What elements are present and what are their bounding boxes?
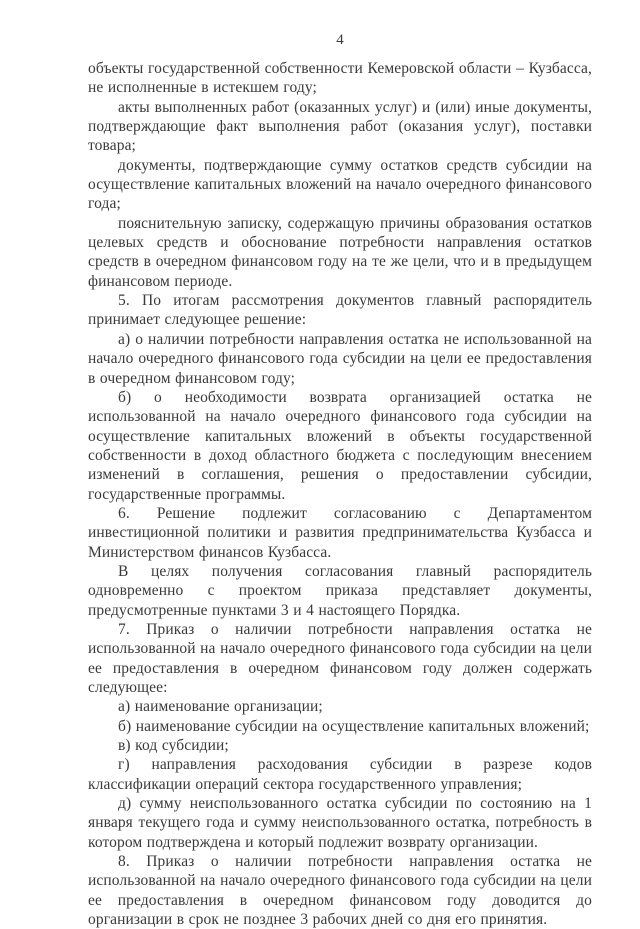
paragraph: д) сумму неиспользованного остатка субсидии по состоянию на 1 января текущего года и сумму неиспользованного остатка, потребность в котором подтверждена и который подлежит возврату организации. — [88, 795, 592, 851]
paragraph: а) наименование организации; — [118, 698, 323, 716]
paragraph: г) направления расходования субсидии в разрезе кодов классификации операций сектора государственного управления; — [88, 756, 592, 793]
paragraph: пояснительную записку, содержащую причины образования остатков целевых средств и обоснование потребности направления остатков средств в очередном финансовом году на те же цели, что и в предыдущем финансовом периоде. — [88, 214, 592, 290]
paragraph: 8. Приказ о наличии потребности направления остатка не использованной на начало очередного финансового года субсидии на цели ее предоставления в очередном финансовом году доводится до организации в срок не позднее 3 рабочих дней со дня его принятия. — [88, 853, 592, 929]
paragraph: а) о наличии потребности направления остатка не использованной на начало очередного финансового года субсидии на цели ее предоставления в очередном финансовом году; — [88, 330, 592, 387]
paragraph: В целях получения согласования главный распорядитель одновременно с проектом приказа представляет документы, предусмотренные пунктами 3 и 4 настоящего Порядка. — [88, 562, 592, 619]
paragraph: акты выполненных работ (оказанных услуг) и (или) иные документы, подтверждающие факт выполнения работ (оказания услуг), поставки товара; — [88, 98, 592, 155]
paragraph: 6. Решение подлежит согласованию с Департаментом инвестиционной политики и развития предпринимательства Кузбасса и Министерством финансов Кузбасса. — [88, 504, 592, 561]
paragraph: б) наименование субсидии на осуществление капитальных вложений; — [118, 717, 590, 735]
paragraph: 5. По итогам рассмотрения документов главный распорядитель принимает следующее решение: — [88, 292, 592, 329]
page-number: 4 — [336, 32, 344, 48]
paragraph: документы, подтверждающие сумму остатков средств субсидии на осуществление капитальных вложений на начало очередного финансового года; — [88, 156, 592, 213]
paragraph: 7. Приказ о наличии потребности направления остатка не использованной на начало очередного финансового года субсидии на цели ее предоставления в очередном финансовом году должен содержать следующее: — [88, 620, 592, 696]
paragraph: б) о необходимости возврата организацией остатка не использованной на начало очередного финансового года субсидии на осуществление капитальных вложений в объекты государственной собственности в доход областного бюджета с последующим внесением изменений в соглашения, решения о предоставлении субсидии, государственные программы. — [88, 388, 592, 503]
paragraph: объекты государственной собственности Кемеровской области – Кузбасса, не исполненные в истекшем году; — [88, 60, 592, 97]
document-body — [88, 59, 592, 929]
paragraph: в) код субсидии; — [118, 737, 229, 755]
